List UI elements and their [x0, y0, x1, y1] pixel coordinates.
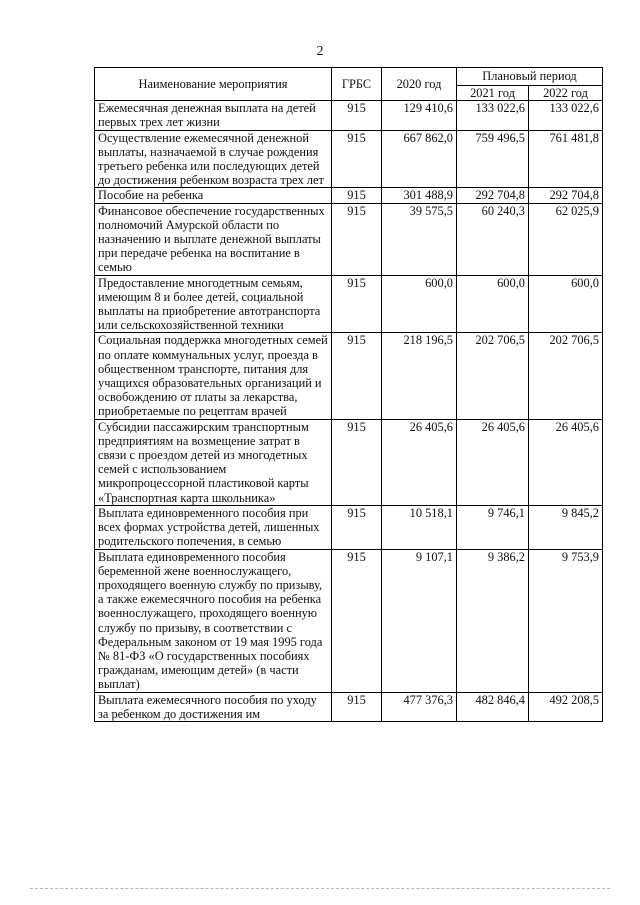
- row-2020: 129 410,6: [382, 101, 457, 130]
- row-2022: 26 405,6: [529, 419, 603, 505]
- row-2020: 667 862,0: [382, 130, 457, 188]
- row-2022: 9 753,9: [529, 549, 603, 692]
- row-grbs: 915: [332, 275, 382, 333]
- row-grbs: 915: [332, 333, 382, 419]
- row-2020: 218 196,5: [382, 333, 457, 419]
- row-grbs: 915: [332, 692, 382, 721]
- row-name: Выплата ежемесячного пособия по уходу за ребенком до достижения им: [95, 692, 332, 721]
- row-name: Субсидии пассажирским транспортным предприятиям на возмещение затрат в связи с проездом детей из многодетных семей с использованием микропроцессорной пластиковой карты «Транспортная карта школьника»: [95, 419, 332, 505]
- row-2021: 600,0: [457, 275, 529, 333]
- table-row: [95, 419, 603, 505]
- row-grbs: 915: [332, 188, 382, 203]
- row-2022: 761 481,8: [529, 130, 603, 188]
- row-2022: 133 022,6: [529, 101, 603, 130]
- row-2021: 482 846,4: [457, 692, 529, 721]
- row-grbs: 915: [332, 101, 382, 130]
- scan-edge-line: [30, 888, 610, 889]
- row-name: Осуществление ежемесячной денежной выплаты, назначаемой в случае рождения третьего ребенка или последующих детей до достижения ребенком возраста трех лет: [95, 130, 332, 188]
- row-2022: 492 208,5: [529, 692, 603, 721]
- row-name: Выплата единовременного пособия при всех формах устройства детей, лишенных родительского попечения, в семью: [95, 505, 332, 549]
- row-2022: 9 845,2: [529, 505, 603, 549]
- header-grbs: ГРБС: [332, 68, 382, 101]
- row-2021: 60 240,3: [457, 203, 529, 275]
- row-2022: 62 025,9: [529, 203, 603, 275]
- row-2021: 9 746,1: [457, 505, 529, 549]
- row-grbs: 915: [332, 419, 382, 505]
- row-grbs: 915: [332, 130, 382, 188]
- table-row: [95, 101, 603, 130]
- row-2020: 9 107,1: [382, 549, 457, 692]
- row-2020: 10 518,1: [382, 505, 457, 549]
- row-2021: 9 386,2: [457, 549, 529, 692]
- table-row: [95, 203, 603, 275]
- row-grbs: 915: [332, 203, 382, 275]
- row-2022: 292 704,8: [529, 188, 603, 203]
- header-2021: 2021 год: [457, 86, 529, 101]
- row-grbs: 915: [332, 549, 382, 692]
- page-number: 2: [316, 44, 324, 59]
- row-2021: 133 022,6: [457, 101, 529, 130]
- table-row: [95, 505, 603, 549]
- table-row: [95, 549, 603, 692]
- row-2021: 202 706,5: [457, 333, 529, 419]
- row-2021: 759 496,5: [457, 130, 529, 188]
- table-row: [95, 130, 603, 188]
- row-2022: 202 706,5: [529, 333, 603, 419]
- row-2020: 600,0: [382, 275, 457, 333]
- header-2020: 2020 год: [382, 68, 457, 101]
- row-name: Выплата единовременного пособия беременной жене военнослужащего, проходящего военную службу по призыву, а также ежемесячного пособия на ребенка военнослужащего, проходящего военную службу по призыву, в соответствии с Федеральным законом от 19 мая 1995 года № 81-ФЗ «О государственных пособиях гражданам, имеющим детей» (в части выплат): [95, 549, 332, 692]
- row-2021: 292 704,8: [457, 188, 529, 203]
- header-name: Наименование мероприятия: [95, 68, 332, 101]
- header-planned-period: Плановый период: [457, 68, 603, 86]
- row-grbs: 915: [332, 505, 382, 549]
- row-name: Пособие на ребенка: [95, 188, 332, 203]
- row-name: Предоставление многодетным семьям, имеющим 8 и более детей, социальной выплаты на приобретение автотранспорта или сельскохозяйственной техники: [95, 275, 332, 333]
- table-row: [95, 333, 603, 419]
- row-name: Ежемесячная денежная выплата на детей первых трех лет жизни: [95, 101, 332, 130]
- row-2020: 39 575,5: [382, 203, 457, 275]
- row-2021: 26 405,6: [457, 419, 529, 505]
- row-2020: 301 488,9: [382, 188, 457, 203]
- budget-table: [94, 67, 603, 722]
- row-name: Финансовое обеспечение государственных полномочий Амурской области по назначению и выплате денежной выплаты при передаче ребенка на воспитание в семью: [95, 203, 332, 275]
- table-row: [95, 275, 603, 333]
- row-2020: 26 405,6: [382, 419, 457, 505]
- row-name: Социальная поддержка многодетных семей по оплате коммунальных услуг, проезда в общественном транспорте, питания для учащихся образовательных организаций и освобождению от платы за лекарства, приобретаемые по рецептам врачей: [95, 333, 332, 419]
- table-row: [95, 692, 603, 721]
- header-2022: 2022 год: [529, 86, 603, 101]
- row-2022: 600,0: [529, 275, 603, 333]
- table-header-row: [95, 68, 603, 86]
- row-2020: 477 376,3: [382, 692, 457, 721]
- table-row: [95, 188, 603, 203]
